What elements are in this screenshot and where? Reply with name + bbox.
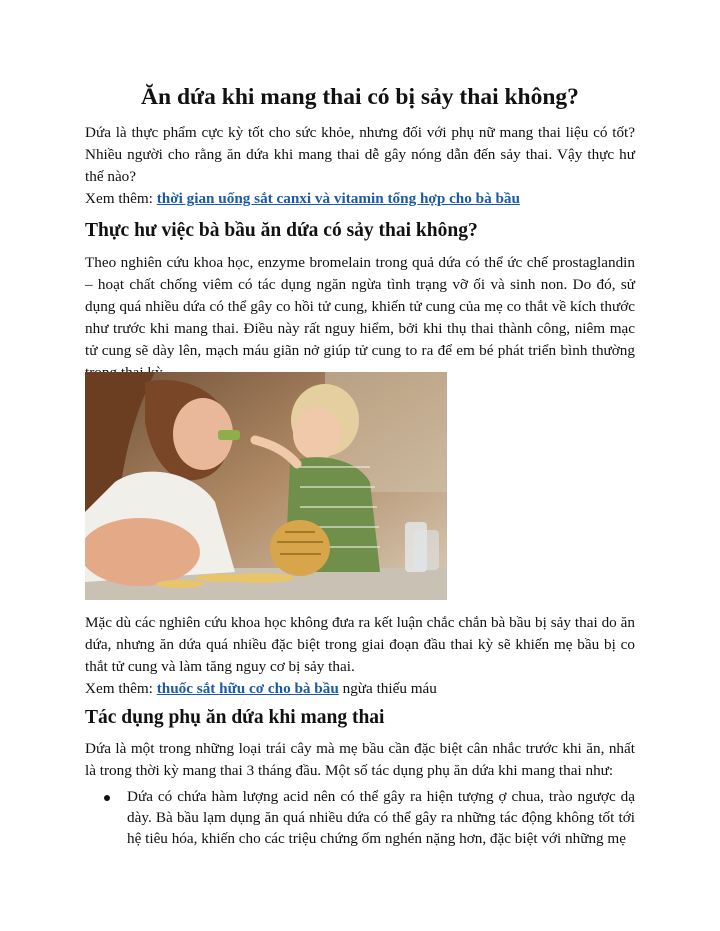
pineapple-piece	[218, 430, 240, 440]
see-also-2-link[interactable]: thuốc sắt hữu cơ cho bà bầu	[156, 680, 339, 697]
see-also-2-prefix: Xem thêm:	[85, 680, 157, 697]
see-also-1-link[interactable]: thời gian uống sắt canxi và vitamin tổng hợp cho bà bầu	[156, 190, 520, 207]
heading-2: Tác dụng phụ ăn dứa khi mang thai	[85, 707, 385, 728]
list-item-text: Dứa có chứa hàm lượng acid nên có thể gây ra hiện tượng ợ chua, trào ngược dạ dày. Bà bầu lạm dụng ăn quá nhiều dứa có thể gây ra những tác động không tốt tới hệ tiêu hóa, khiến cho các triệu chứng ốm nghén nặng hơn, đặc biệt với những mẹ	[127, 788, 635, 847]
intro-paragraph: Dứa là thực phẩm cực kỳ tốt cho sức khỏe, nhưng đối với phụ nữ mang thai liệu có tốt? Nhiều người cho rằng ăn dứa khi mang thai dễ gây nóng dẫn đến sảy thai. Vậy thực hư thế nào?	[85, 124, 635, 185]
see-also-2	[85, 678, 635, 700]
mother-child-pineapple-photo	[85, 372, 447, 600]
pregnant-belly	[85, 518, 200, 586]
see-also-1	[85, 188, 635, 210]
body-paragraph-2: Mặc dù các nghiên cứu khoa học không đưa ra kết luận chắc chắn bà bầu bị sảy thai do ăn dứa, nhưng ăn dứa quá nhiều đặc biệt trong giai đoạn đầu thai kỳ sẽ khiến mẹ bầu bị co thắt tử cung và làm tăng nguy cơ bị sảy thai.	[85, 614, 635, 675]
child-face	[293, 408, 341, 460]
list-item	[85, 786, 635, 849]
side-effects-list	[85, 786, 635, 849]
page-title: Ăn dứa khi mang thai có bị sảy thai không?	[141, 84, 579, 110]
body-paragraph-1: Theo nghiên cứu khoa học, enzyme bromelain trong quả dứa có thể ức chế prostaglandin – hoạt chất chống viêm có tác dụng ngăn ngừa tình trạng vỡ ối và sinh non. Do đó, sử dụng quá nhiều dứa có thể gây co hồi tử cung, khiến tử cung của mẹ co thắt về kích thước như trước khi mang thai. Điều này rất nguy hiểm, bởi khi thụ thai thành công, niêm mạc tử cung sẽ dày lên, mạch máu giãn nở giúp tử cung to ra để em bé phát triển bình thường	[85, 254, 635, 359]
pineapple-half	[270, 520, 330, 576]
see-also-1-prefix: Xem thêm:	[85, 190, 157, 207]
heading-1: Thực hư việc bà bầu ăn dứa có sảy thai không?	[85, 220, 478, 241]
bullet-dot	[104, 795, 110, 801]
see-also-2-suffix: ngừa thiếu máu	[338, 680, 437, 697]
body-paragraph-3: Dứa là một trong những loại trái cây mà mẹ bầu cần đặc biệt cân nhắc trước khi ăn, nhất là trong thời kỳ mang thai 3 tháng đầu. Một số tác dụng phụ ăn dứa khi mang thai như:	[85, 740, 635, 779]
